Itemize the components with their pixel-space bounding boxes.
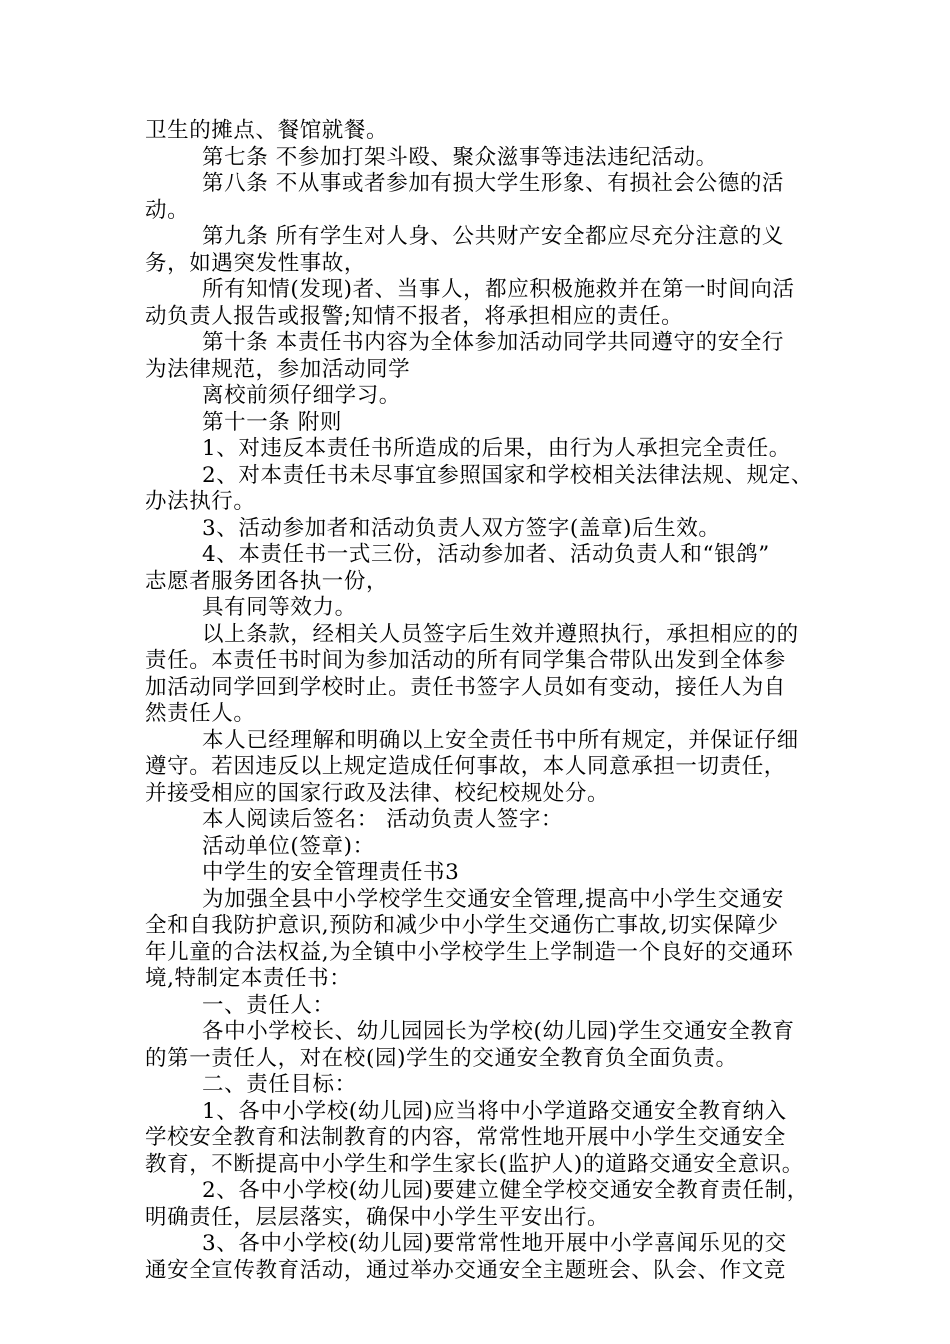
text-line: 具有同等效力。 — [202, 595, 357, 620]
text-line: 2、各中小学校(幼儿园)要建立健全学校交通安全教育责任制， — [202, 1178, 809, 1203]
text-line: 年儿童的合法权益,为全镇中小学校学生上学制造一个良好的交通环 — [145, 939, 794, 965]
text-line: 境,特制定本责任书： — [145, 966, 352, 991]
text-line: 1、各中小学校(幼儿园)应当将中小学道路交通安全教育纳入 — [202, 1098, 787, 1124]
text-line: 2、对本责任书未尽事宜参照国家和学校相关法律法规、规定、 — [202, 462, 813, 488]
text-line: 动。 — [145, 197, 190, 223]
text-line: 卫生的摊点、餐馆就餐。 — [145, 118, 389, 143]
text-line: 本人阅读后签名： 活动负责人签字： — [202, 807, 564, 832]
text-line: 1、对违反本责任书所造成的后果，由行为人承担完全责任。 — [202, 436, 791, 461]
text-line: 3、活动参加者和活动负责人双方签字(盖章)后生效。 — [202, 515, 721, 541]
text-line: 通安全宣传教育活动，通过举办交通安全主题班会、队会、作文竞 — [145, 1257, 786, 1283]
text-line: 为加强全县中小学校学生交通安全管理,提高中小学生交通安 — [202, 886, 785, 912]
text-line: 务，如遇突发性事故， — [145, 250, 367, 276]
text-line: 离校前须仔细学习。 — [202, 383, 401, 408]
text-line: 所有知情(发现)者、当事人，都应积极施救并在第一时间向活 — [202, 277, 795, 302]
text-line: 的第一责任人，对在校(园)学生的交通安全教育负全面负责。 — [145, 1045, 738, 1071]
text-line: 第八条 不从事或者参加有损大学生形象、有损社会公德的活 — [202, 171, 785, 196]
text-line: 学校安全教育和法制教育的内容，常常性地开展中小学生交通安全 — [145, 1125, 786, 1150]
text-line: 然责任人。 — [145, 701, 256, 726]
text-line: 教育，不断提高中小学生和学生家长(监护人)的道路交通安全意识。 — [145, 1151, 804, 1177]
text-line: 3、各中小学校(幼儿园)要常常性地开展中小学喜闻乐见的交 — [202, 1231, 787, 1256]
text-line: 4、本责任书一式三份，活动参加者、活动负责人和“银鸽” — [202, 542, 770, 567]
text-line: 第十条 本责任书内容为全体参加活动同学共同遵守的安全行 — [202, 330, 785, 355]
text-line: 动负责人报告或报警;知情不报者，将承担相应的责任。 — [145, 303, 684, 329]
text-line: 遵守。若因违反以上规定造成任何事故，本人同意承担一切责任， — [145, 754, 786, 779]
text-line: 责任。本责任书时间为参加活动的所有同学集合带队出发到全体参 — [145, 648, 786, 673]
text-line: 为法律规范，参加活动同学 — [145, 356, 411, 382]
text-line: 各中小学校长、幼儿园园长为学校(幼儿园)学生交通安全教育 — [202, 1019, 795, 1044]
text-line: 以上条款，经相关人员签字后生效并遵照执行，承担相应的的 — [202, 621, 799, 647]
document-page — [145, 118, 825, 1284]
text-line: 明确责任，层层落实，确保中小学生平安出行。 — [145, 1204, 610, 1230]
text-line: 第九条 所有学生对人身、公共财产安全都应尽充分注意的义 — [202, 224, 785, 249]
text-line: 活动单位(签章)： — [202, 833, 375, 859]
text-line: 志愿者服务团各执一份， — [145, 568, 389, 594]
text-line: 加活动同学回到学校时止。责任书签字人员如有变动，接任人为自 — [145, 674, 786, 700]
text-line: 第七条 不参加打架斗殴、聚众滋事等违法违纪活动。 — [202, 144, 718, 170]
text-line: 中学生的安全管理责任书3 — [202, 860, 460, 885]
text-line: 全和自我防护意识,预防和减少中小学生交通伤亡事故,切实保障少 — [145, 913, 779, 938]
text-line: 本人已经理解和明确以上安全责任书中所有规定，并保证仔细 — [202, 727, 799, 753]
text-line: 并接受相应的国家行政及法律、校纪校规处分。 — [145, 780, 610, 806]
text-line: 二、责任目标： — [202, 1072, 357, 1097]
text-line: 办法执行。 — [145, 489, 256, 514]
text-line: 一、责任人： — [202, 992, 335, 1018]
text-line: 第十一条 附则 — [202, 409, 343, 435]
